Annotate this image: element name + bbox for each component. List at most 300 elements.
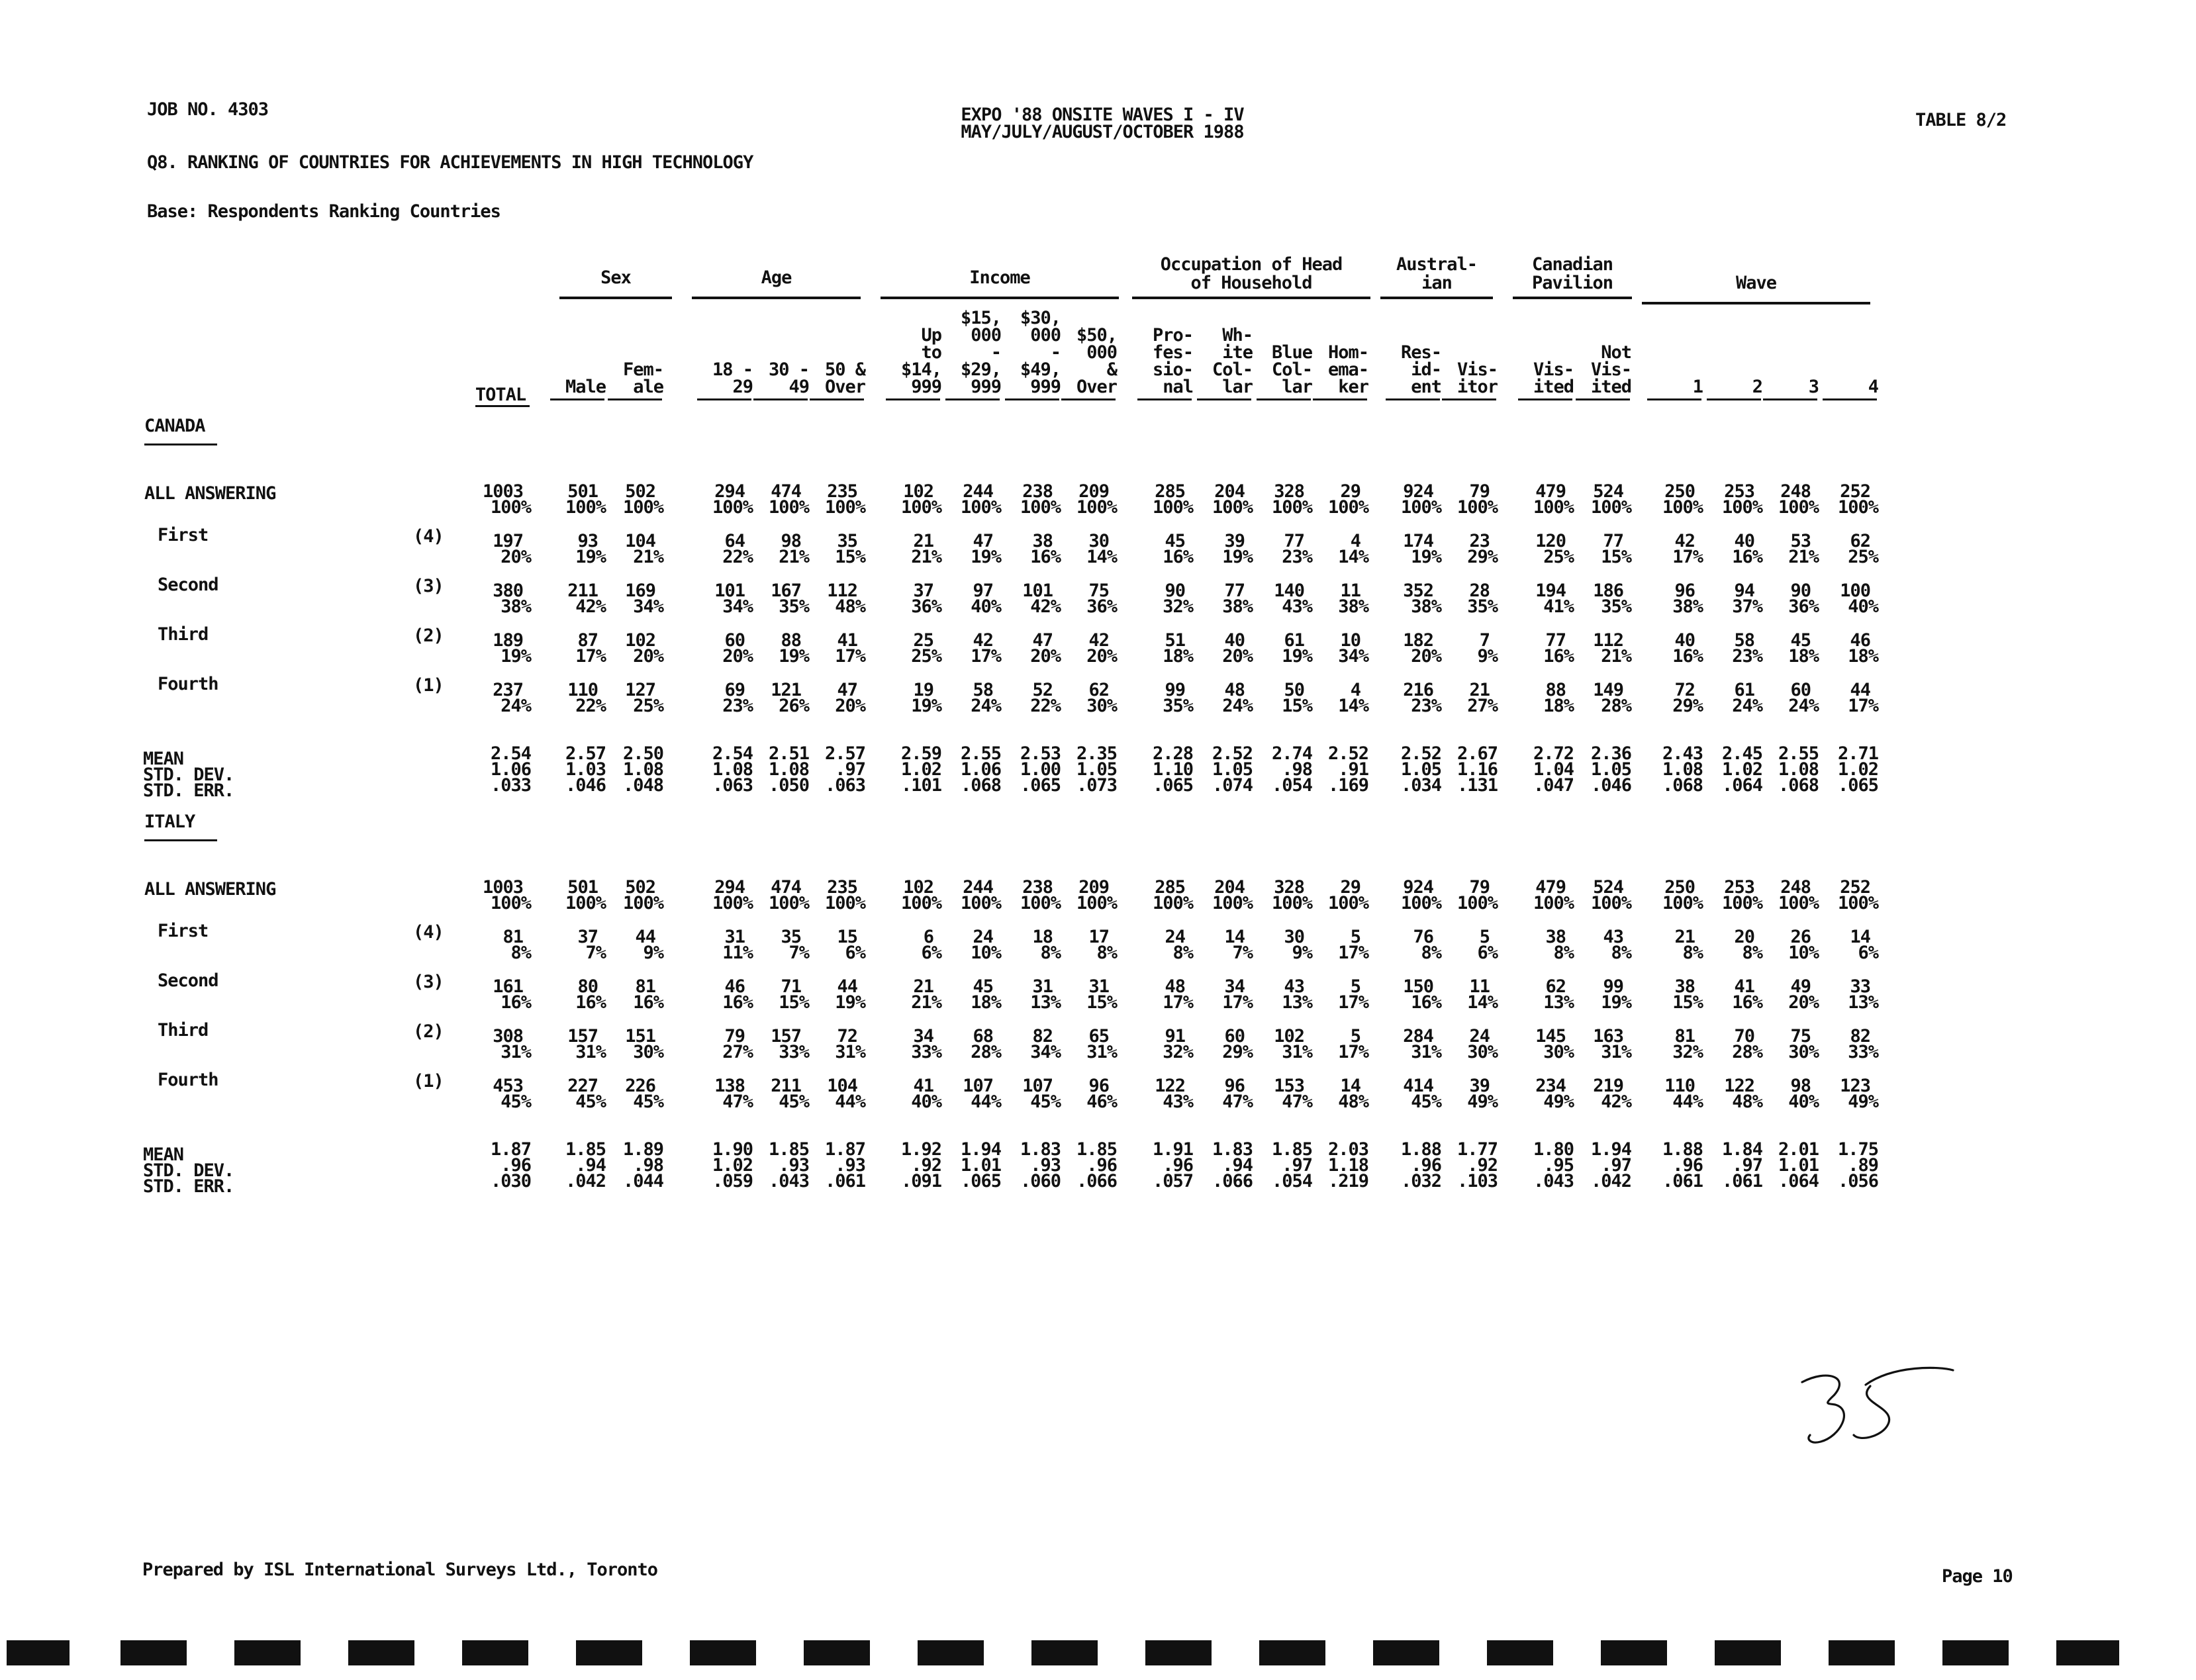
data-cell: 380	[493, 581, 523, 601]
stat-cell: .046	[565, 775, 606, 796]
column-header-underline	[608, 398, 662, 400]
data-cell: 35	[837, 531, 857, 551]
stat-cell: 1.16	[1456, 759, 1498, 780]
column-header-underline	[753, 398, 808, 400]
data-cell: 77	[1224, 581, 1245, 601]
data-cell: 285	[1155, 877, 1185, 898]
data-cell: 45	[1165, 531, 1185, 551]
data-cell: 21	[913, 531, 933, 551]
data-cell: 45%	[1030, 1092, 1061, 1112]
data-cell: 40%	[911, 1092, 941, 1112]
data-cell: 70	[1734, 1026, 1754, 1047]
data-cell: 34%	[1338, 646, 1368, 667]
row-label: Third	[158, 624, 209, 645]
data-cell: 14	[1224, 927, 1245, 947]
column-header-underline	[1763, 398, 1817, 400]
stat-cell: 1.85	[1076, 1139, 1117, 1160]
stat-label: STD. DEV.	[143, 1160, 234, 1181]
data-cell: 33%	[1848, 1042, 1878, 1062]
data-cell: 102	[1274, 1026, 1304, 1047]
data-cell: 226	[625, 1076, 655, 1096]
registration-mark	[1145, 1640, 1212, 1665]
group-underline-sex	[559, 297, 672, 299]
registration-mark	[1373, 1640, 1439, 1665]
data-cell: 17%	[1338, 943, 1368, 963]
data-cell: 29	[1340, 481, 1361, 502]
data-cell: 157	[567, 1026, 598, 1047]
data-cell: 23%	[1732, 646, 1762, 667]
table-number: TABLE 8/2	[1915, 110, 2007, 130]
data-cell: 93	[577, 531, 598, 551]
data-cell: 20	[1734, 927, 1754, 947]
stat-cell: 2.55	[960, 743, 1001, 764]
row-label: Third	[158, 1020, 209, 1041]
data-cell: 16%	[1732, 547, 1762, 567]
column-header: $50, 000 & Over	[1076, 325, 1117, 397]
data-cell: 36%	[1788, 596, 1819, 617]
column-header-underline	[810, 398, 864, 400]
data-cell: 100%	[1152, 497, 1193, 518]
data-cell: 145	[1535, 1026, 1566, 1047]
data-cell: 31%	[1282, 1042, 1312, 1062]
data-cell: 17%	[971, 646, 1001, 667]
data-cell: 17%	[835, 646, 865, 667]
data-cell: 96	[1674, 581, 1695, 601]
column-header: Vis- ited	[1533, 359, 1574, 397]
column-header-underline	[1197, 398, 1251, 400]
data-cell: 253	[1724, 481, 1754, 502]
handwritten-page-number	[1788, 1357, 1960, 1456]
group-header-occupation: Occupation of Head of Household	[1160, 254, 1343, 293]
data-cell: 77	[1284, 531, 1304, 551]
data-cell: 7%	[585, 943, 606, 963]
data-cell: 197	[493, 531, 523, 551]
registration-mark	[690, 1640, 756, 1665]
data-cell: 44	[635, 927, 655, 947]
data-cell: 30%	[1086, 696, 1117, 716]
data-cell: 79	[724, 1026, 745, 1047]
data-cell: 81	[635, 976, 655, 997]
data-cell: 25%	[1543, 547, 1574, 567]
column-header: Male	[565, 377, 606, 397]
registration-mark	[576, 1640, 642, 1665]
data-cell: 252	[1840, 481, 1870, 502]
registration-mark	[348, 1640, 414, 1665]
stat-cell: 1.10	[1152, 759, 1193, 780]
column-header: 18 - 29	[712, 359, 753, 397]
data-cell: 100%	[768, 893, 809, 913]
stat-cell: .061	[824, 1171, 865, 1191]
report-title-line2: MAY/JULY/AUGUST/OCTOBER 1988	[961, 122, 1244, 142]
stat-cell: .98	[1282, 759, 1312, 780]
row-code: (1)	[413, 1071, 444, 1092]
data-cell: 18%	[1163, 646, 1193, 667]
data-cell: 13%	[1030, 992, 1061, 1013]
data-cell: 100%	[712, 893, 753, 913]
data-cell: 38%	[1672, 596, 1703, 617]
data-cell: 14	[1850, 927, 1870, 947]
stat-cell: 1.02	[712, 1155, 753, 1176]
data-cell: 98	[1790, 1076, 1811, 1096]
stat-cell: .101	[900, 775, 941, 796]
data-cell: 34%	[633, 596, 663, 617]
stat-cell: .065	[1020, 775, 1061, 796]
data-cell: 7%	[788, 943, 809, 963]
data-cell: 38%	[1222, 596, 1253, 617]
stat-cell: 1.92	[900, 1139, 941, 1160]
data-cell: 6%	[1858, 943, 1878, 963]
data-cell: 34%	[1030, 1042, 1061, 1062]
stat-cell: 2.35	[1076, 743, 1117, 764]
section-title-underline	[144, 443, 217, 445]
data-cell: 30	[1284, 927, 1304, 947]
registration-mark	[804, 1640, 870, 1665]
data-cell: 4	[1350, 531, 1361, 551]
stat-cell: .95	[1543, 1155, 1574, 1176]
data-cell: 211	[771, 1076, 801, 1096]
data-cell: 5	[1350, 1026, 1361, 1047]
stat-cell: 1.77	[1456, 1139, 1498, 1160]
group-header-income: Income	[969, 267, 1030, 288]
data-cell: 112	[1593, 630, 1623, 651]
data-cell: 6%	[845, 943, 865, 963]
data-cell: 238	[1022, 481, 1053, 502]
data-cell: 19%	[575, 547, 606, 567]
data-cell: 10%	[1788, 943, 1819, 963]
data-cell: 31%	[501, 1042, 531, 1062]
stat-cell: 2.54	[712, 743, 753, 764]
data-cell: 32%	[1163, 1042, 1193, 1062]
data-cell: 112	[827, 581, 857, 601]
stat-cell: 1.05	[1076, 759, 1117, 780]
data-cell: 29%	[1467, 547, 1498, 567]
data-cell: 7%	[1232, 943, 1253, 963]
stat-cell: 1.80	[1533, 1139, 1574, 1160]
data-cell: 30	[1088, 531, 1109, 551]
data-cell: 524	[1593, 877, 1623, 898]
group-underline-age	[692, 297, 861, 299]
data-cell: 501	[567, 877, 598, 898]
data-cell: 46%	[1086, 1092, 1117, 1112]
data-cell: 1003	[482, 481, 523, 502]
base-description: Base: Respondents Ranking Countries	[147, 201, 501, 222]
data-cell: 284	[1403, 1026, 1433, 1047]
data-cell: 211	[567, 581, 598, 601]
data-cell: 328	[1274, 877, 1304, 898]
data-cell: 17%	[1338, 1042, 1368, 1062]
data-cell: 36%	[911, 596, 941, 617]
stat-cell: 1.05	[1400, 759, 1441, 780]
stat-cell: 1.88	[1400, 1139, 1441, 1160]
data-cell: 20%	[1411, 646, 1441, 667]
data-cell: 100%	[1212, 893, 1253, 913]
data-cell: 19%	[911, 696, 941, 716]
data-cell: 6	[923, 927, 933, 947]
data-cell: 81	[1674, 1026, 1695, 1047]
data-cell: 46	[1850, 630, 1870, 651]
data-cell: 47	[1032, 630, 1053, 651]
column-header-underline	[886, 398, 940, 400]
data-cell: 38	[1545, 927, 1566, 947]
data-cell: 82	[1032, 1026, 1053, 1047]
data-cell: 21	[1469, 680, 1490, 700]
data-cell: 34	[913, 1026, 933, 1047]
data-cell: 16%	[633, 992, 663, 1013]
row-code: (3)	[413, 972, 444, 992]
stat-cell: 1.08	[622, 759, 663, 780]
stat-cell: .048	[622, 775, 663, 796]
stat-label: STD. DEV.	[143, 765, 234, 785]
data-cell: 65	[1088, 1026, 1109, 1047]
stat-cell: .042	[1590, 1171, 1631, 1191]
stat-cell: 2.36	[1590, 743, 1631, 764]
data-cell: 29%	[1222, 1042, 1253, 1062]
column-header-underline	[1137, 398, 1192, 400]
stat-cell: .042	[565, 1171, 606, 1191]
data-cell: 14%	[1467, 992, 1498, 1013]
stat-cell: .96	[1086, 1155, 1117, 1176]
data-cell: 294	[714, 481, 745, 502]
registration-mark	[234, 1640, 301, 1665]
data-cell: 31%	[1601, 1042, 1631, 1062]
data-cell: 43%	[1282, 596, 1312, 617]
data-cell: 43%	[1163, 1092, 1193, 1112]
data-cell: 150	[1403, 976, 1433, 997]
data-cell: 31%	[1086, 1042, 1117, 1062]
stat-cell: .059	[712, 1171, 753, 1191]
data-cell: 39	[1469, 1076, 1490, 1096]
data-cell: 90	[1790, 581, 1811, 601]
stat-cell: 2.67	[1456, 743, 1498, 764]
page-number: Page 10	[1942, 1566, 2013, 1587]
stat-cell: .047	[1533, 775, 1574, 796]
data-cell: 157	[771, 1026, 801, 1047]
stat-cell: .068	[1662, 775, 1703, 796]
stat-cell: 1.04	[1533, 759, 1574, 780]
data-cell: 227	[567, 1076, 598, 1096]
stat-cell: .091	[900, 1171, 941, 1191]
stat-cell: 1.87	[824, 1139, 865, 1160]
data-cell: 100%	[1020, 893, 1061, 913]
data-cell: 21%	[779, 547, 809, 567]
stat-cell: 1.01	[1778, 1155, 1819, 1176]
data-cell: 71	[781, 976, 801, 997]
data-cell: 35	[781, 927, 801, 947]
data-cell: 15%	[1282, 696, 1312, 716]
data-cell: 17%	[575, 646, 606, 667]
data-cell: 35%	[779, 596, 809, 617]
data-cell: 122	[1155, 1076, 1185, 1096]
stat-cell: .94	[575, 1155, 606, 1176]
data-cell: 8%	[1421, 943, 1441, 963]
stat-cell: .93	[835, 1155, 865, 1176]
data-cell: 11%	[722, 943, 753, 963]
stat-cell: 2.57	[565, 743, 606, 764]
data-cell: 107	[1022, 1076, 1053, 1096]
stat-cell: .97	[1282, 1155, 1312, 1176]
data-cell: 308	[493, 1026, 523, 1047]
column-header-underline	[550, 398, 604, 400]
data-cell: 51	[1165, 630, 1185, 651]
data-cell: 169	[625, 581, 655, 601]
data-cell: 47	[837, 680, 857, 700]
question-title: Q8. RANKING OF COUNTRIES FOR ACHIEVEMENTS IN HIGH TECHNOLOGY	[147, 152, 753, 173]
stat-cell: 1.02	[1721, 759, 1762, 780]
data-cell: 18%	[1543, 696, 1574, 716]
data-cell: 174	[1403, 531, 1433, 551]
data-cell: 19%	[501, 646, 531, 667]
registration-mark	[918, 1640, 984, 1665]
registration-mark	[120, 1640, 187, 1665]
data-cell: 68	[973, 1026, 993, 1047]
column-header: Res- id- ent	[1400, 342, 1441, 397]
data-cell: 35%	[1467, 596, 1498, 617]
stat-cell: 1.02	[1837, 759, 1878, 780]
column-header: $30, 000 - $49, 999	[1020, 308, 1061, 397]
data-cell: 9%	[1292, 943, 1312, 963]
data-cell: 100	[1840, 581, 1870, 601]
stat-cell: .046	[1590, 775, 1631, 796]
stat-cell: .063	[824, 775, 865, 796]
stat-cell: .063	[712, 775, 753, 796]
data-cell: 17%	[1222, 992, 1253, 1013]
data-cell: 87	[577, 630, 598, 651]
data-cell: 42	[1674, 531, 1695, 551]
data-cell: 9%	[643, 943, 663, 963]
data-cell: 45	[1790, 630, 1811, 651]
data-cell: 24%	[1788, 696, 1819, 716]
stat-cell: 2.51	[768, 743, 809, 764]
data-cell: 96	[1224, 1076, 1245, 1096]
registration-mark	[1487, 1640, 1553, 1665]
stat-cell: 1.06	[490, 759, 531, 780]
column-header-underline	[697, 398, 751, 400]
data-cell: 104	[827, 1076, 857, 1096]
data-cell: 100%	[1076, 893, 1117, 913]
data-cell: 27%	[1467, 696, 1498, 716]
data-cell: 30%	[1788, 1042, 1819, 1062]
data-cell: 72	[837, 1026, 857, 1047]
row-code: (1)	[413, 675, 444, 696]
data-cell: 294	[714, 877, 745, 898]
data-cell: 100%	[1271, 893, 1312, 913]
data-cell: 100%	[1533, 497, 1574, 518]
data-cell: 23%	[1411, 696, 1441, 716]
data-cell: 414	[1403, 1076, 1433, 1096]
data-cell: 5	[1350, 976, 1361, 997]
row-label: First	[158, 525, 209, 545]
data-cell: 18	[1032, 927, 1053, 947]
data-cell: 30%	[1543, 1042, 1574, 1062]
data-cell: 31	[724, 927, 745, 947]
data-cell: 29	[1340, 877, 1361, 898]
data-cell: 42%	[1030, 596, 1061, 617]
data-cell: 235	[827, 877, 857, 898]
data-cell: 250	[1664, 481, 1695, 502]
data-cell: 14%	[1338, 696, 1368, 716]
data-cell: 19%	[835, 992, 865, 1013]
stat-label: STD. ERR.	[143, 780, 234, 801]
data-cell: 100%	[1662, 893, 1703, 913]
column-header-underline	[945, 398, 1000, 400]
data-cell: 15%	[1086, 992, 1117, 1013]
data-cell: 45	[973, 976, 993, 997]
data-cell: 15%	[779, 992, 809, 1013]
data-cell: 94	[1734, 581, 1754, 601]
data-cell: 90	[1165, 581, 1185, 601]
stat-cell: 1.05	[1212, 759, 1253, 780]
stat-cell: .065	[1837, 775, 1878, 796]
data-cell: 100%	[622, 893, 663, 913]
data-cell: 22%	[1030, 696, 1061, 716]
data-cell: 100%	[768, 497, 809, 518]
data-cell: 204	[1214, 877, 1245, 898]
stat-cell: .068	[1778, 775, 1819, 796]
data-cell: 21%	[1601, 646, 1631, 667]
stat-cell: .96	[501, 1155, 531, 1176]
data-cell: 26	[1790, 927, 1811, 947]
data-cell: 40	[1734, 531, 1754, 551]
row-code: (3)	[413, 576, 444, 596]
row-label: ALL ANSWERING	[144, 879, 276, 900]
data-cell: 7	[1479, 630, 1490, 651]
data-cell: 38	[1674, 976, 1695, 997]
data-cell: 501	[567, 481, 598, 502]
data-cell: 44	[837, 976, 857, 997]
data-cell: 49	[1790, 976, 1811, 997]
data-cell: 49%	[1848, 1092, 1878, 1112]
data-cell: 99	[1603, 976, 1623, 997]
data-cell: 24%	[1222, 696, 1253, 716]
data-cell: 19%	[1222, 547, 1253, 567]
data-cell: 98	[781, 531, 801, 551]
data-cell: 62	[1088, 680, 1109, 700]
data-cell: 75	[1088, 581, 1109, 601]
stat-cell: 1.83	[1020, 1139, 1061, 1160]
column-header-underline	[1257, 398, 1311, 400]
data-cell: 121	[771, 680, 801, 700]
data-cell: 23%	[1282, 547, 1312, 567]
data-cell: 43	[1603, 927, 1623, 947]
registration-mark	[462, 1640, 528, 1665]
data-cell: 252	[1840, 877, 1870, 898]
data-cell: 100%	[1721, 893, 1762, 913]
stat-cell: 1.91	[1152, 1139, 1193, 1160]
data-cell: 14	[1340, 1076, 1361, 1096]
data-cell: 167	[771, 581, 801, 601]
group-underline-canadian-pavilion	[1513, 297, 1632, 299]
data-cell: 48	[1165, 976, 1185, 997]
stat-cell: .032	[1400, 1171, 1441, 1191]
stat-cell: .96	[1411, 1155, 1441, 1176]
registration-mark	[1601, 1640, 1667, 1665]
data-cell: 16%	[575, 992, 606, 1013]
data-cell: 24	[1165, 927, 1185, 947]
data-cell: 474	[771, 481, 801, 502]
stat-cell: .043	[768, 1171, 809, 1191]
data-cell: 100%	[1778, 497, 1819, 518]
data-cell: 151	[625, 1026, 655, 1047]
data-cell: 140	[1274, 581, 1304, 601]
stat-cell: .066	[1076, 1171, 1117, 1191]
data-cell: 924	[1403, 481, 1433, 502]
group-header-australian: Austral- ian	[1396, 254, 1478, 293]
data-cell: 31	[1032, 976, 1053, 997]
data-cell: 5	[1350, 927, 1361, 947]
data-cell: 238	[1022, 877, 1053, 898]
section-title: CANADA	[144, 416, 205, 436]
stat-cell: .98	[633, 1155, 663, 1176]
